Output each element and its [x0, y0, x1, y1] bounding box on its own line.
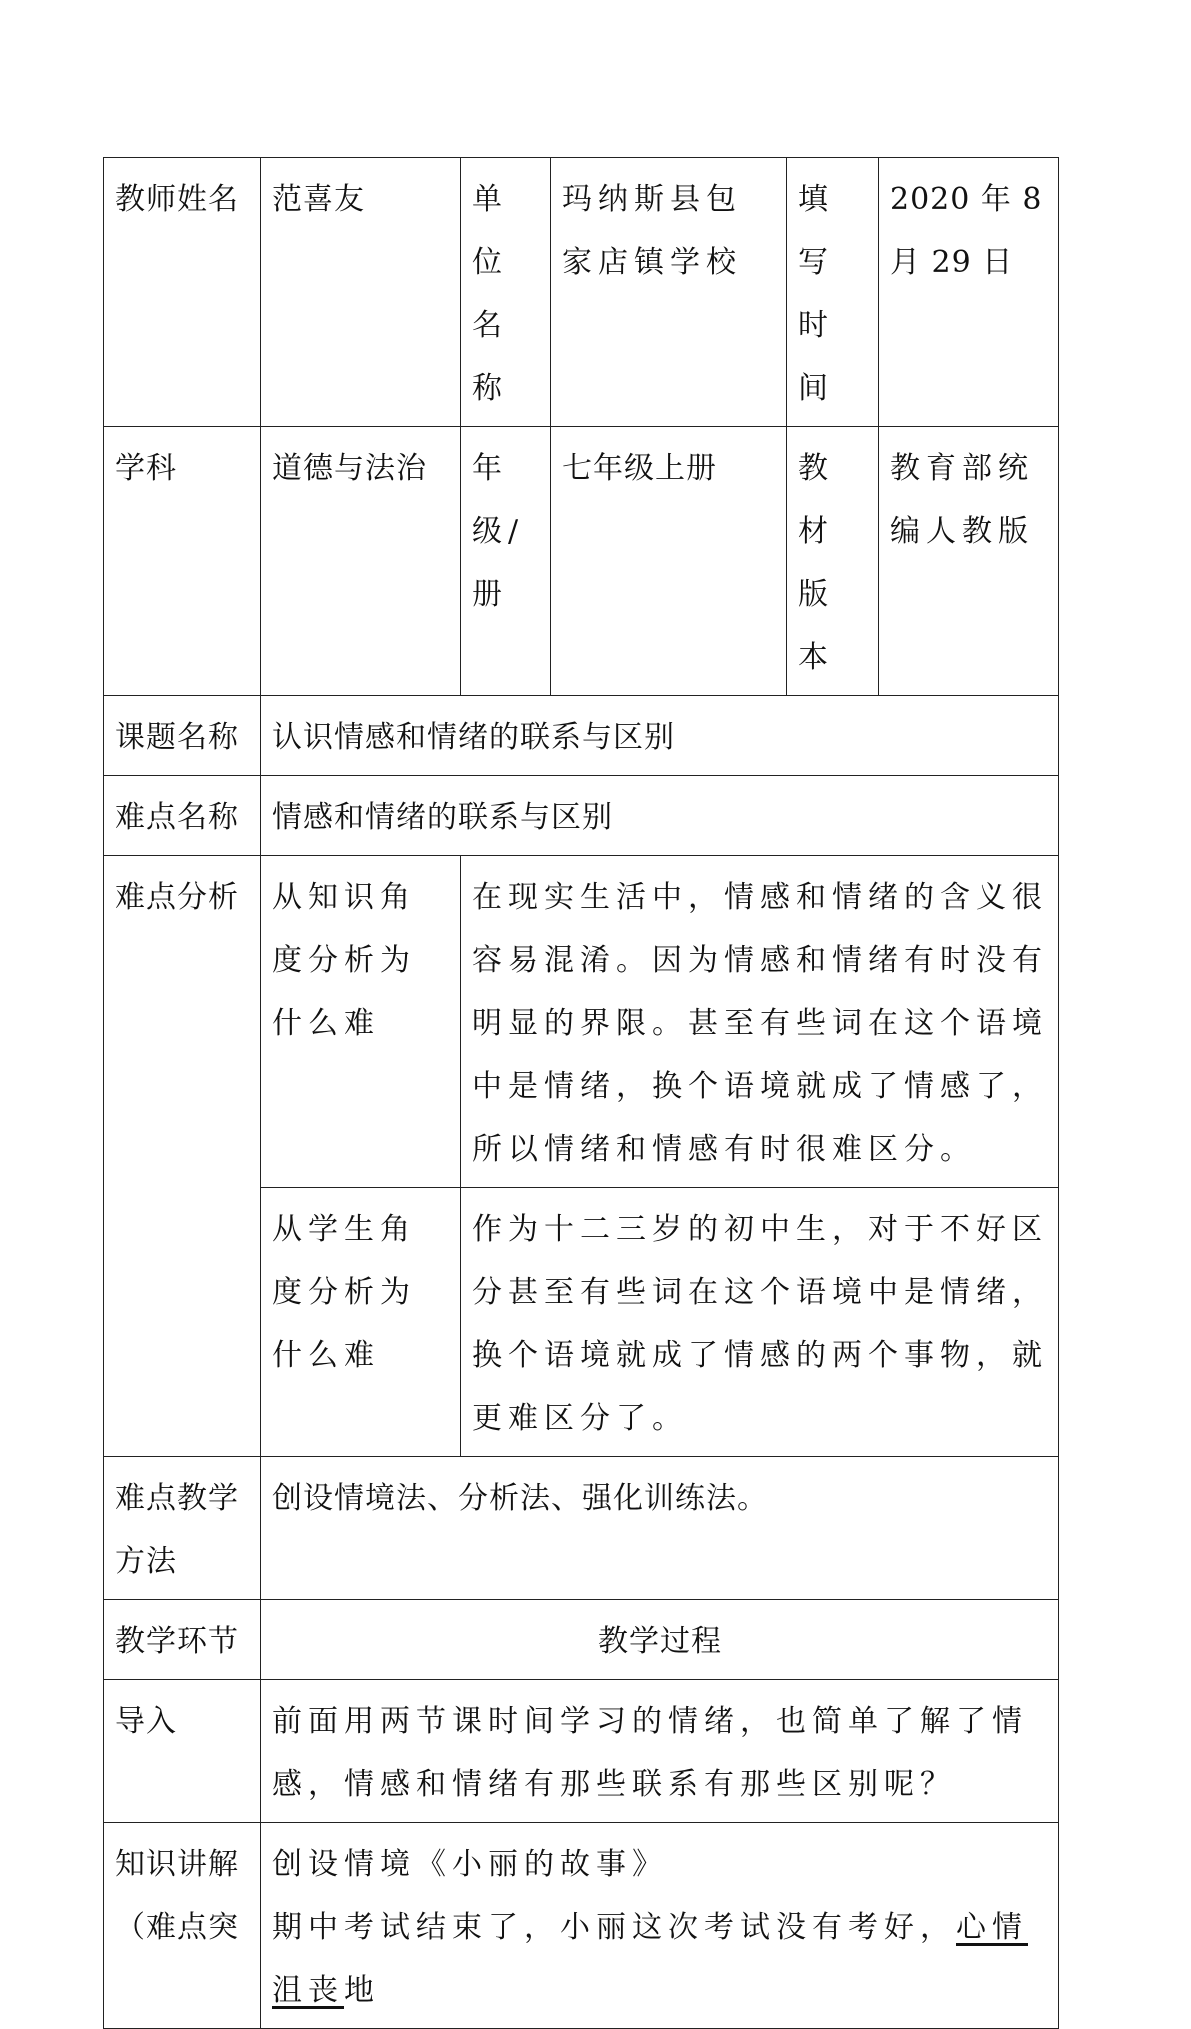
- knowledge-analysis-row: [104, 856, 1059, 1188]
- unit-name-label: 单位名称: [461, 158, 551, 427]
- intro-label: 导入: [104, 1680, 261, 1823]
- explain-label: 知识讲解（难点突: [104, 1823, 261, 2029]
- intro-row: [104, 1680, 1059, 1823]
- explain-text-before: 期中考试结束了，小丽这次考试没有考好，: [272, 1910, 956, 1945]
- grade-label: 年级/册: [461, 427, 551, 696]
- topic-value: 认识情感和情绪的联系与区别: [261, 696, 1059, 776]
- lesson-plan-document: [103, 157, 1059, 2029]
- method-row: [104, 1457, 1059, 1600]
- method-value: 创设情境法、分析法、强化训练法。: [261, 1457, 1059, 1600]
- topic-row: [104, 696, 1059, 776]
- grade-value: 七年级上册: [551, 427, 787, 696]
- process-header-row: [104, 1600, 1059, 1680]
- knowledge-angle-text: 在现实生活中，情感和情绪的含义很容易混淆。因为情感和情绪有时没有明显的界限。甚至有些词在这个语境中是情绪，换个语境就成了情感了，所以情绪和情感有时很难区分。: [461, 856, 1059, 1188]
- analysis-label: 难点分析: [104, 856, 261, 1457]
- student-angle-text: 作为十二三岁的初中生，对于不好区分甚至有些词在这个语境中是情绪，换个语境就成了情感的两个事物，就更难区分了。: [461, 1188, 1059, 1457]
- header-row-2: [104, 427, 1059, 696]
- textbook-value: 教育部统编人教版: [879, 427, 1059, 696]
- difficulty-row: [104, 776, 1059, 856]
- difficulty-label: 难点名称: [104, 776, 261, 856]
- teacher-name-label: 教师姓名: [104, 158, 261, 427]
- explain-text-after: 地: [344, 1973, 380, 2008]
- topic-label: 课题名称: [104, 696, 261, 776]
- teacher-name-value: 范喜友: [261, 158, 461, 427]
- fill-time-value: 2020 年 8 月 29 日: [879, 158, 1059, 427]
- lesson-plan-table: [103, 157, 1059, 2029]
- student-angle-label: 从学生角度分析为什么难: [261, 1188, 461, 1457]
- subject-value: 道德与法治: [261, 427, 461, 696]
- textbook-label: 教材版本: [787, 427, 879, 696]
- stage-label: 教学环节: [104, 1600, 261, 1680]
- difficulty-value: 情感和情绪的联系与区别: [261, 776, 1059, 856]
- explain-row: [104, 1823, 1059, 2029]
- header-row-1: [104, 158, 1059, 427]
- explain-text-underlined: 心情沮丧: [272, 1910, 1028, 2008]
- explain-title: 创设情境《小丽的故事》: [272, 1847, 668, 1882]
- process-label: 教学过程: [261, 1600, 1059, 1680]
- method-label: 难点教学方法: [104, 1457, 261, 1600]
- explain-text: [272, 1896, 1048, 2022]
- unit-name-value: 玛纳斯县包家店镇学校: [551, 158, 787, 427]
- knowledge-angle-label: 从知识角度分析为什么难: [261, 856, 461, 1188]
- subject-label: 学科: [104, 427, 261, 696]
- explain-cell: [261, 1823, 1059, 2029]
- fill-time-label: 填写时间: [787, 158, 879, 427]
- intro-text: 前面用两节课时间学习的情绪，也简单了解了情感，情感和情绪有那些联系有那些区别呢？: [261, 1680, 1059, 1823]
